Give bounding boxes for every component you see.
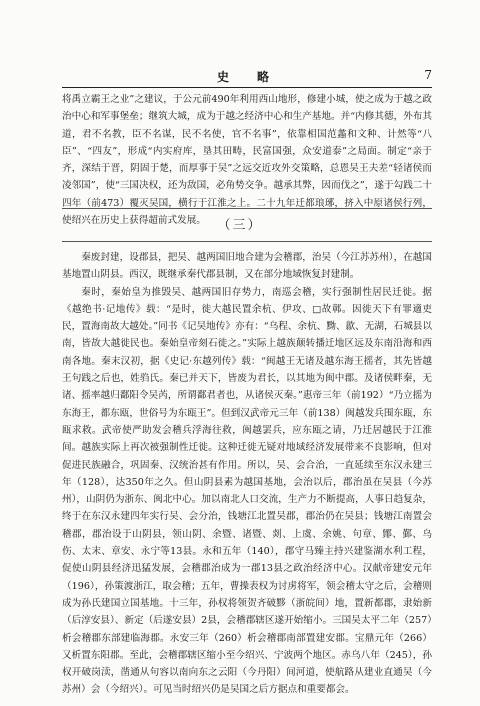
page-number: 7 bbox=[424, 68, 432, 82]
running-header bbox=[62, 68, 432, 84]
running-header-title: 史 略 bbox=[216, 70, 277, 84]
section-heading: （三） bbox=[217, 218, 263, 233]
section-text-block bbox=[62, 249, 432, 699]
continued-paragraph: 将禹立霸王之业”之建议，于公元前490年利用西山地形，修建小城，使之成为于越之政治中心和军事堡垒；继筑大城，成为于越之经济中心和生产基地。并“内修其德，外布其道，君不名教，臣不名谋，民不名使，官不名事”，依靠相国范蠡和文种、计然等“八臣”、“四友”，形成“内实府库，垦其田畴，民富国强，众安道泰”之局面。制定“亲于齐，深结于晋，阴固于楚，而厚事于吴”之远交近攻外交策略，总恩吴王夫差“轻诸侯而凌邻国”，使“三国决权，还为敌国，必角势交争。越承其弊，因而伐之”，遂于勾践二十四年（前473）覆灭吴国，横行于江淮之上。二十九年迁都琅琊，挤入中原诸侯行列，使绍兴在历史上获得超前式发展。 bbox=[62, 94, 432, 227]
header-divider bbox=[62, 87, 432, 88]
section-top-rule bbox=[62, 208, 432, 209]
body-paragraph: 秦废封建，设郡县，把吴、越两国旧地合建为会稽郡，治吴（今江苏苏州），在越国基地置山阴县。西汉，既继承秦代郡县制，又在部分地域恢复封建制。 bbox=[62, 252, 432, 281]
body-paragraph: 秦时，秦始皇为推毁吴、越两国旧存势力，南巡会稽，实行强制性居民迁徙。据《越绝书·记地传》载：“是时，徙大越民置余杭、伊攻、□故鄣。因徙天下有罪適吏民，置海南故大越处。”同书《记吴地传》亦有：“乌程、余杭、黝、歙、无湖，石城县以南，皆故大越徙民也。秦始皇帝刻石徙之。”实际上越族颠转播迁地区远及东南沿海和西南各地。秦末汉初，据《史记·东越列传》载：“闽越王无诸及越东海王摇者，其先皆越王句践之后也，姓驺氏。秦已并天下，皆废为君长，以其地为闽中郡。及诸侯畔秦，无诸、摇率越归鄱阳令吴芮，所谓鄱君者也，从诸侯灭秦。”惠帝三年（前192）“乃立摇为东海王，都东瓯，世俗号为东瓯王”。但到汉武帝元三年（前138）闽越发兵围东瓯，东瓯求救。武帝使严助发会稽兵浮海往救，闽越罢兵，应东瓯之请，乃迁居越民于江淮间。越族实际上再次被强制性迁徙。这种迁徙无疑对地域经济发展带来不良影响，但对促进民族融合，巩固秦、汉统治甚有作用。所以，吴、会合治，一直延续至东汉永建三年（128），达350年之久。但山阴县素为越国基地，会治以后，郡治虽在吴县（今苏州），山阴仍为浙东、闽北中心。加以南北人口交流，生产力不断提高，人事日趋复杂，终于在东汉永建四年实行吴、会分治，钱塘江北置吴郡，郡治仍在吴县；钱塘江南置会稽郡，郡治设于山阴县，领山阴、余暨、诸暨、剡、上虞、余姚、句章、鄮、鄞、乌伤、太末、章安、永宁等13县。永和五年（140），郡守马臻主持兴建鉴湖水利工程，促使山阴县经济迅猛发展，会稽郡治成为一郡13县之政治经济中心。汉献帝建安元年（196），孙策渡浙江，取会稽；五年，曹操表权为讨虏将军，领会稽太守之后，会稽则成为孙氏建国立国基地。十三年，孙权将领贺齐破黟（浙皖间）地，置新都郡，隶始新（后淳安县）、新定（后遂安县）2县，会稽郡辖区遂开始缩小。三国吴太平二年（257）析会稽郡东部建临海郡。永安三年（260）析会稽郡南部置建安郡。宝鼎元年（266）又析置东阳郡。至此，会稽郡辖区缩小至今绍兴、宁波两个地区。赤乌八年（245），孙权开破岗渎，凿通从句容以南向东之云阳（今丹阳）间河道，使航路从建业直通吴（今苏州）会（今绍兴）。可见当时绍兴仍是吴国之后方据点和重要都会。 bbox=[62, 286, 432, 696]
section-bottom-rule bbox=[62, 241, 432, 242]
